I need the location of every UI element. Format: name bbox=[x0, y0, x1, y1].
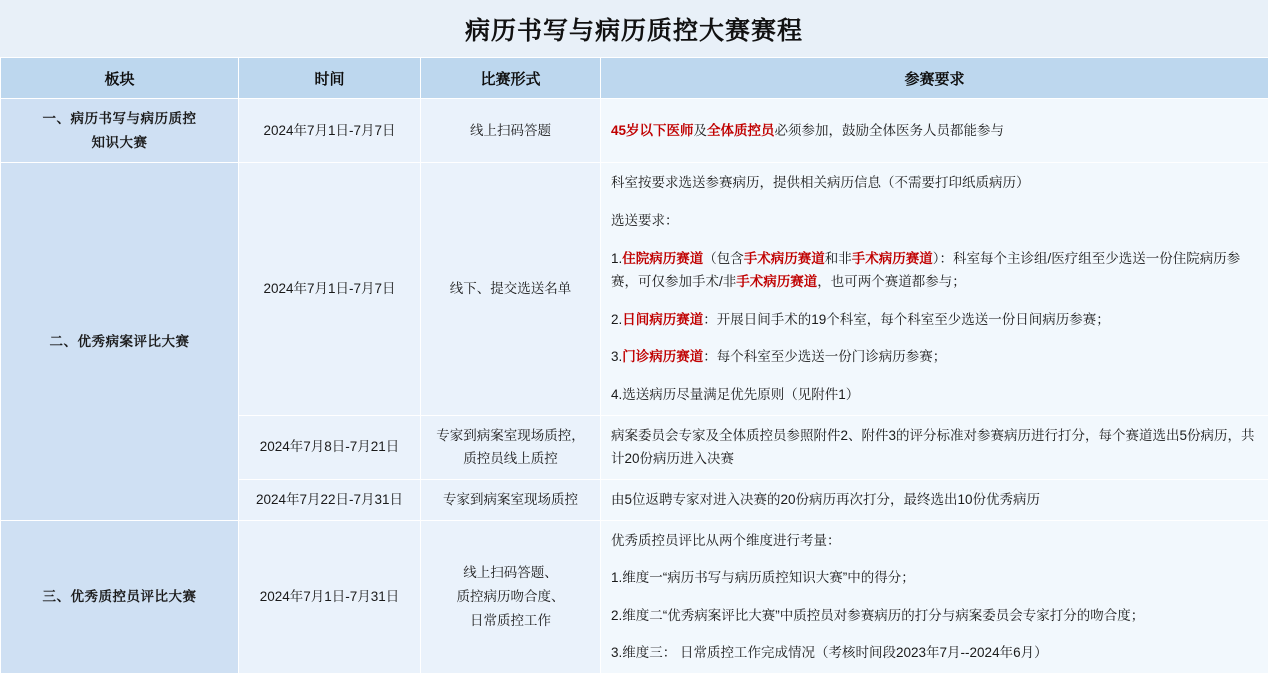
format-line2: 质控病历吻合度、 bbox=[431, 585, 590, 609]
section-label-line2: 知识大赛 bbox=[11, 131, 228, 155]
requirement-paragraph: 3.维度三： 日常质控工作完成情况（考核时间段2023年7月--2024年6月） bbox=[611, 641, 1258, 665]
table-header-row bbox=[1, 58, 1268, 99]
requirement-paragraph: 优秀质控员评比从两个维度进行考量： bbox=[611, 529, 1258, 553]
requirement-paragraph: 病案委员会专家及全体质控员参照附件2、附件3的评分标准对参赛病历进行打分，每个赛道选出5份病历，共计20份病历进入决赛 bbox=[611, 424, 1258, 471]
requirement-subgroup bbox=[611, 209, 1258, 294]
format-cell: 线上扫码答题 bbox=[421, 99, 601, 163]
format-cell: 专家到病案室现场质控 bbox=[421, 479, 601, 520]
format-line2: 质控员线上质控 bbox=[431, 447, 590, 471]
time-cell: 2024年7月1日-7月7日 bbox=[239, 163, 421, 415]
requirement-cell bbox=[601, 415, 1268, 479]
format-line1: 专家到病案室现场质控， bbox=[431, 424, 590, 448]
requirement-cell bbox=[601, 99, 1268, 163]
table-row bbox=[1, 520, 1268, 674]
requirement-cell bbox=[601, 479, 1268, 520]
requirement-paragraph: 科室按要求选送参赛病历，提供相关病历信息（不需要打印纸质病历） bbox=[611, 171, 1258, 195]
format-cell bbox=[421, 520, 601, 674]
time-cell: 2024年7月8日-7月21日 bbox=[239, 415, 421, 479]
time-cell: 2024年7月1日-7月31日 bbox=[239, 520, 421, 674]
format-cell bbox=[421, 415, 601, 479]
column-header-format: 比赛形式 bbox=[421, 58, 601, 99]
table-row bbox=[1, 163, 1268, 415]
format-cell: 线下、提交选送名单 bbox=[421, 163, 601, 415]
page-title: 病历书写与病历质控大赛赛程 bbox=[465, 11, 803, 47]
column-header-section: 板块 bbox=[1, 58, 239, 99]
column-header-requirement: 参赛要求 bbox=[601, 58, 1268, 99]
format-line3: 日常质控工作 bbox=[431, 609, 590, 633]
requirement-paragraph-rich: 2.日间病历赛道：开展日间手术的19个科室，每个科室至少选送一份日间病历参赛； bbox=[611, 308, 1258, 332]
format-line1: 线上扫码答题、 bbox=[431, 561, 590, 585]
requirement-paragraph: 选送要求： bbox=[611, 209, 1258, 233]
time-cell: 2024年7月1日-7月7日 bbox=[239, 99, 421, 163]
requirement-paragraph-rich: 1.住院病历赛道（包含手术病历赛道和非手术病历赛道）：科室每个主诊组/医疗组至少选送一份住院病历参赛，可仅参加手术/非手术病历赛道，也可两个赛道都参与； bbox=[611, 247, 1258, 294]
time-cell: 2024年7月22日-7月31日 bbox=[239, 479, 421, 520]
schedule-table bbox=[0, 57, 1268, 674]
requirement-text-rich: 45岁以下医师及全体质控员必须参加，鼓励全体医务人员都能参与 bbox=[611, 119, 1258, 143]
requirement-cell bbox=[601, 520, 1268, 674]
requirement-paragraph: 4.选送病历尽量满足优先原则（见附件1） bbox=[611, 383, 1258, 407]
page-title-bar bbox=[0, 0, 1268, 57]
requirement-paragraph: 由5位返聘专家对进入决赛的20份病历再次打分，最终选出10份优秀病历 bbox=[611, 488, 1258, 512]
requirement-paragraph-rich: 3.门诊病历赛道：每个科室至少选送一份门诊病历参赛； bbox=[611, 345, 1258, 369]
requirement-subgroup bbox=[611, 529, 1258, 666]
requirement-paragraph: 2.维度二“优秀病案评比大赛”中质控员对参赛病历的打分与病案委员会专家打分的吻合度； bbox=[611, 604, 1258, 628]
section-cell-quality-controller-contest: 三、优秀质控员评比大赛 bbox=[1, 520, 239, 674]
section-cell-knowledge-contest bbox=[1, 99, 239, 163]
requirement-paragraph: 1.维度一“病历书写与病历质控知识大赛”中的得分； bbox=[611, 566, 1258, 590]
table-row bbox=[1, 99, 1268, 163]
section-label-line1: 一、病历书写与病历质控 bbox=[11, 107, 228, 131]
section-cell-case-review-contest: 二、优秀病案评比大赛 bbox=[1, 163, 239, 520]
requirement-cell bbox=[601, 163, 1268, 415]
column-header-time: 时间 bbox=[239, 58, 421, 99]
